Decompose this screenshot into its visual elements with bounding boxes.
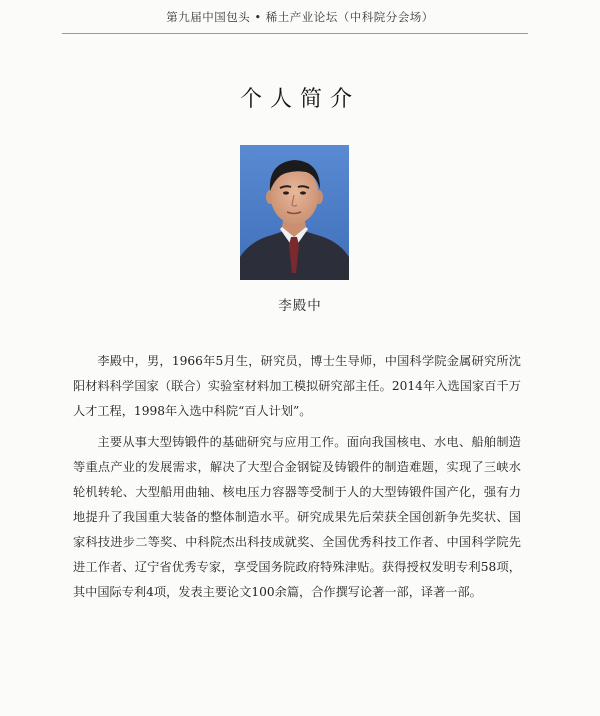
portrait-caption: 李殿中 xyxy=(278,298,322,314)
biography-text xyxy=(73,349,521,605)
running-header: 第九届中国包头 • 稀土产业论坛（中科院分会场） xyxy=(166,10,434,24)
biography-paragraph: 李殿中，男，1966年5月生，研究员，博士生导师，中国科学院金属研究所沈阳材料科学国家（联合）实验室材料加工模拟研究部主任。2014年入选国家百千万人才工程，1998年入选中科院“百人计划”。 xyxy=(73,354,521,418)
header-divider xyxy=(62,33,528,34)
portrait-photo xyxy=(240,145,349,280)
page-title: 个人简介 xyxy=(239,87,360,112)
biography-paragraph: 主要从事大型铸锻件的基础研究与应用工作。面向我国核电、水电、船舶制造等重点产业的发展需求，解决了大型合金钢锭及铸锻件的制造难题，实现了三峡水轮机转轮、大型船用曲轴、核电压力容器等受制于人的大型铸锻件国产化，强有力地提升了我国重大装备的整体制造水平。研究成果先后荣获全国创新争先奖状、国家科技进步二等奖、中科院杰出科技成就奖、全国优秀科技工作者、中国科学院先进工作者、辽宁省优秀专家，享受国务院政府特殊津贴。获得授权发明专利58项，其中国际专利4项，发表主要论文100余篇，合作撰写论著一部，译著一部。 xyxy=(73,435,521,599)
